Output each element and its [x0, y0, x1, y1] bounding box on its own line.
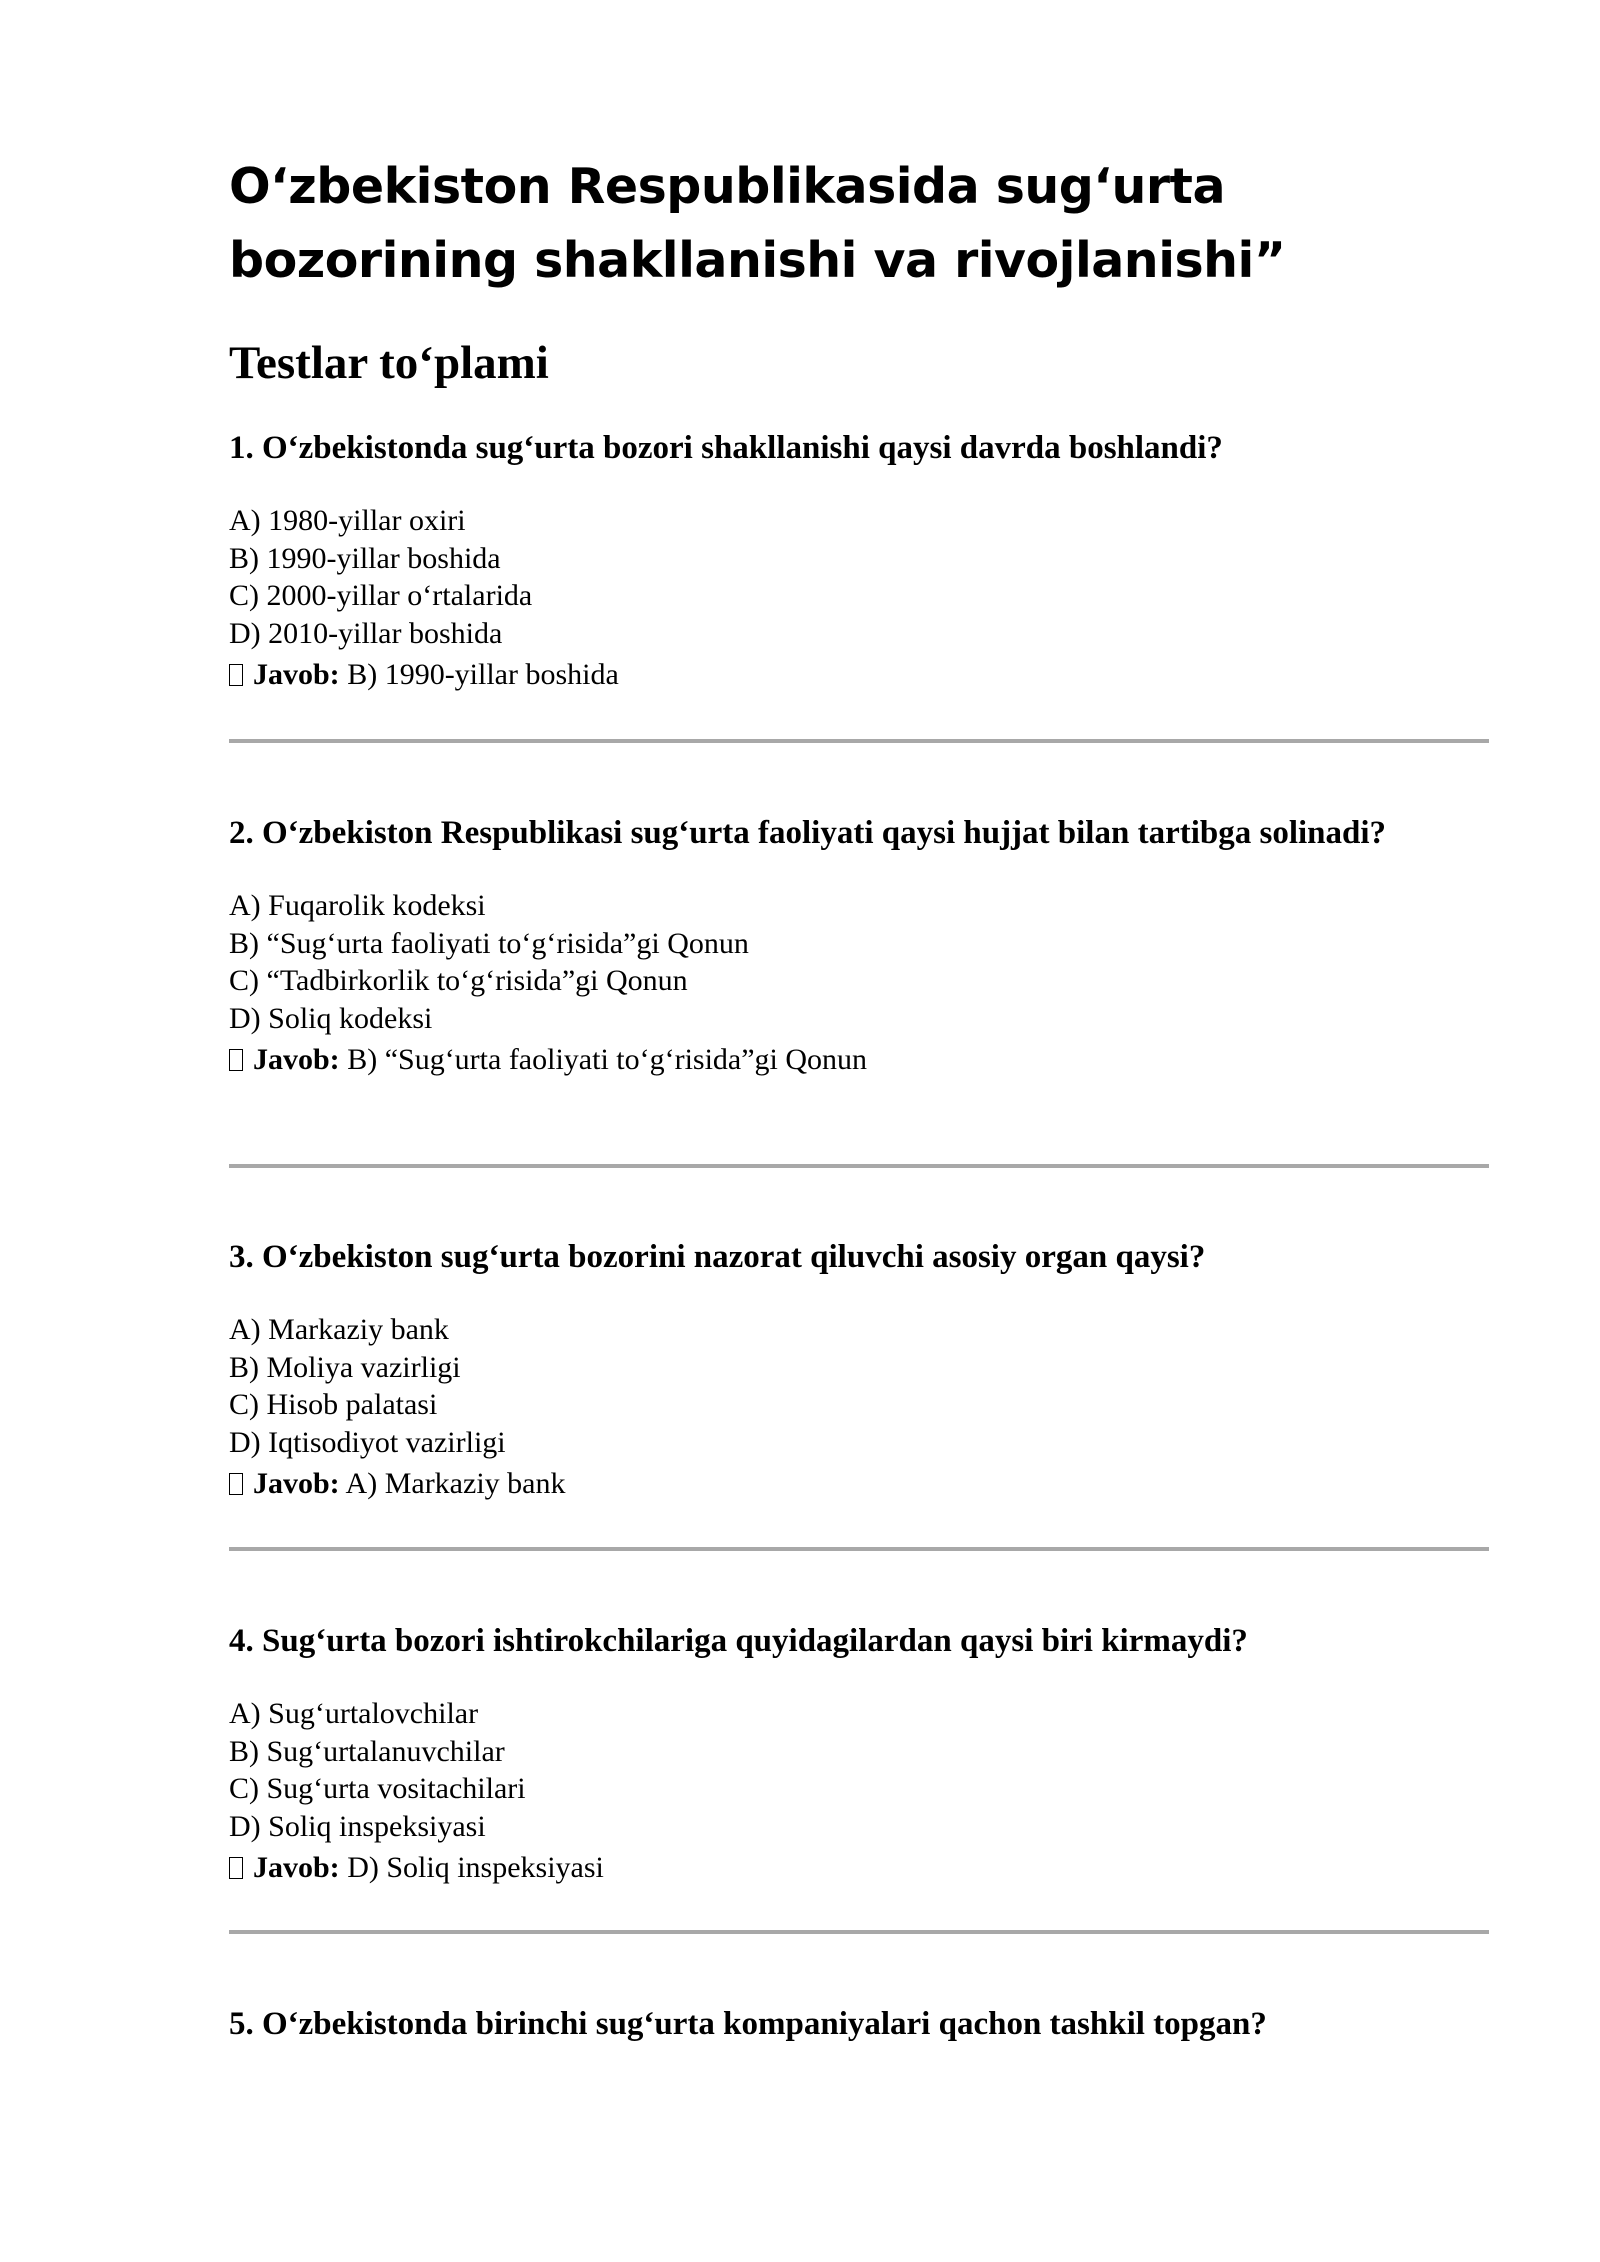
question-text: 1. O‘zbekistonda sug‘urta bozori shakllanishi qaysi davrda boshlandi?	[229, 430, 1223, 466]
answer-value: D) Soliq inspeksiyasi	[347, 1851, 604, 1884]
answer-value: A) Markaziy bank	[345, 1467, 566, 1500]
answer-value: B) “Sug‘urta faoliyati to‘g‘risida”gi Qonun	[347, 1043, 868, 1076]
option-c: C) Sug‘urta vositachilari	[229, 1772, 526, 1805]
answer-line	[229, 1848, 1489, 1888]
option-list	[229, 887, 1489, 1037]
question-text: 4. Sug‘urta bozori ishtirokchilariga quyidagilardan qaysi biri kirmaydi?	[229, 1623, 1248, 1659]
answer-label: Javob:	[253, 1467, 340, 1500]
question-text: 2. O‘zbekiston Respublikasi sug‘urta faoliyati qaysi hujjat bilan tartibga solinadi?	[229, 815, 1387, 851]
checkbox-icon	[229, 1049, 243, 1071]
checkbox-icon	[229, 1473, 243, 1495]
answer-line	[229, 1464, 1489, 1504]
answer-label: Javob:	[253, 1851, 340, 1884]
question-5	[229, 2004, 1489, 2045]
question-2	[229, 813, 1489, 1080]
answer-value: B) 1990-yillar boshida	[347, 658, 619, 691]
answer-label: Javob:	[253, 658, 340, 691]
option-d: D) Soliq kodeksi	[229, 1001, 433, 1035]
question-1	[229, 428, 1489, 695]
answer-line	[229, 1040, 1489, 1080]
checkbox-icon	[229, 664, 243, 686]
question-text: 5. O‘zbekistonda birinchi sug‘urta kompaniyalari qachon tashkil topgan?	[229, 2006, 1267, 2042]
answer-label: Javob:	[253, 1043, 340, 1076]
document-title: O‘zbekiston Respublikasida sug‘urta bozorining shakllanishi va rivojlanishi”	[229, 158, 1286, 289]
divider	[229, 1164, 1489, 1168]
option-b: B) “Sug‘urta faoliyati to‘g‘risida”gi Qonun	[229, 926, 749, 960]
answer-line	[229, 655, 1489, 695]
option-list	[229, 502, 1489, 652]
option-list	[229, 1695, 1489, 1845]
option-d: D) 2010-yillar boshida	[229, 616, 503, 650]
option-c: C) Hisob palatasi	[229, 1388, 438, 1421]
checkbox-icon	[229, 1857, 243, 1879]
option-c: C) “Tadbirkorlik to‘g‘risida”gi Qonun	[229, 964, 688, 997]
divider	[229, 739, 1489, 743]
document-subtitle: Testlar to‘plami	[229, 337, 549, 389]
divider	[229, 1930, 1489, 1934]
option-c: C) 2000-yillar o‘rtalarida	[229, 579, 533, 612]
question-4	[229, 1621, 1489, 1888]
question-text: 3. O‘zbekiston sug‘urta bozorini nazorat qiluvchi asosiy organ qaysi?	[229, 1239, 1206, 1275]
divider	[229, 1547, 1489, 1551]
option-a: A) Fuqarolik kodeksi	[229, 889, 486, 922]
option-a: A) 1980-yillar oxiri	[229, 504, 466, 537]
option-a: A) Markaziy bank	[229, 1313, 449, 1346]
option-d: D) Iqtisodiyot vazirligi	[229, 1425, 506, 1459]
option-d: D) Soliq inspeksiyasi	[229, 1809, 486, 1843]
option-b: B) 1990-yillar boshida	[229, 541, 501, 575]
document-page	[229, 0, 1489, 2262]
question-3	[229, 1237, 1489, 1504]
option-a: A) Sug‘urtalovchilar	[229, 1697, 479, 1730]
option-b: B) Sug‘urtalanuvchilar	[229, 1734, 505, 1768]
option-b: B) Moliya vazirligi	[229, 1350, 461, 1384]
option-list	[229, 1311, 1489, 1461]
